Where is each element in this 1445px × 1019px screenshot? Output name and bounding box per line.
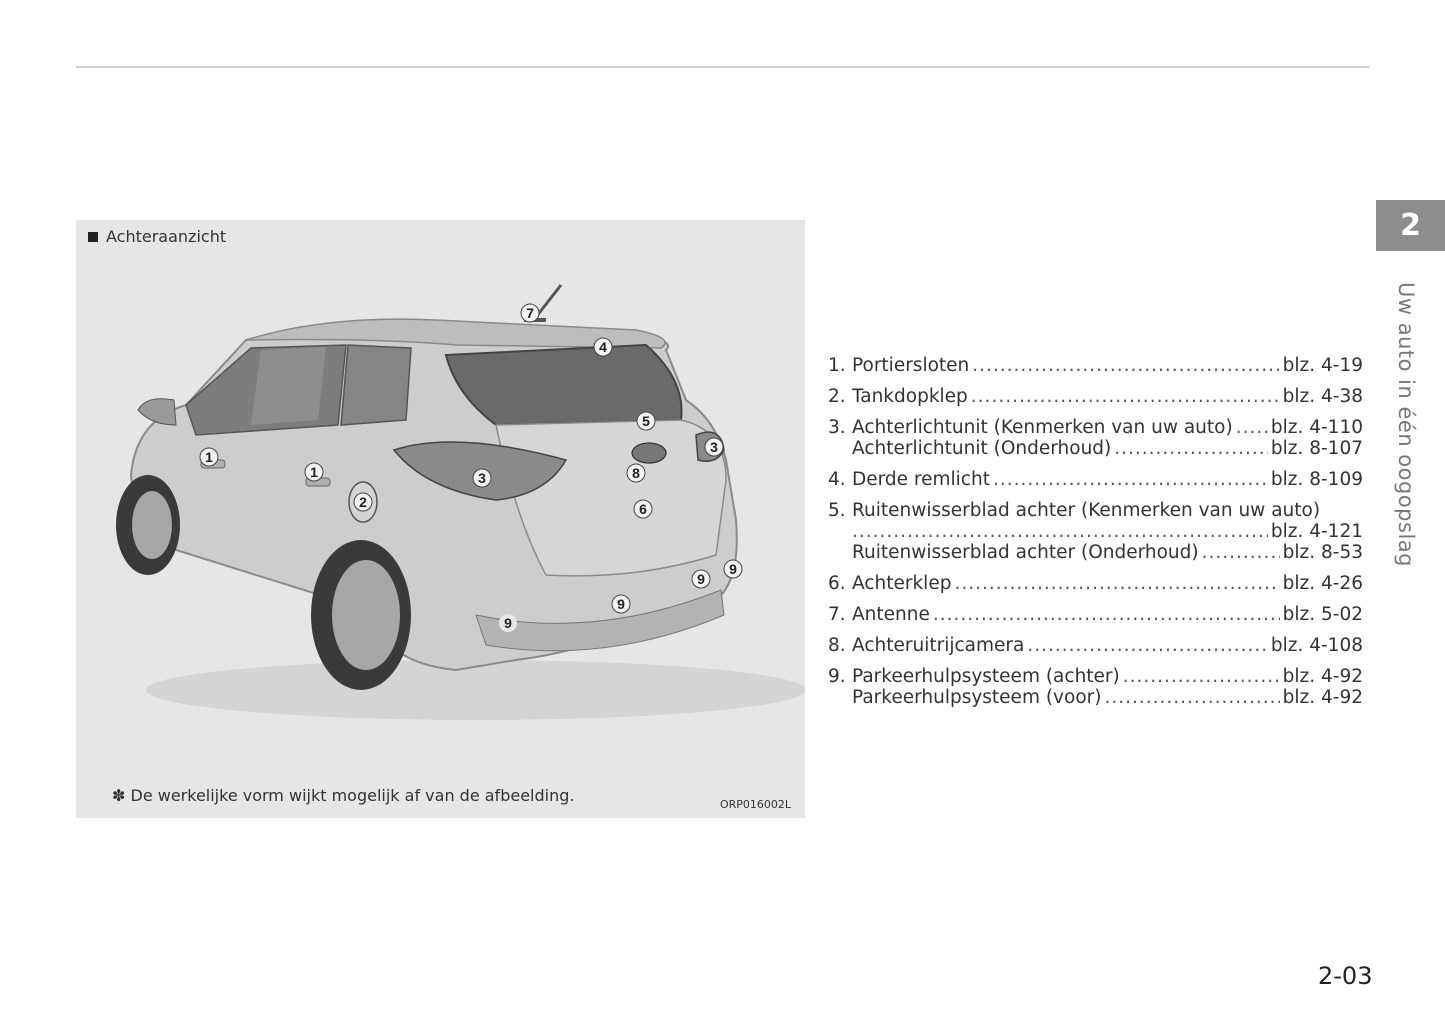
list-item: 5. Ruitenwisserblad achter (Kenmerken van uw auto) ..... blz. 4-121 Ruitenwisserblad achter (Onderhoud) ..... blz. 8-53 bbox=[828, 500, 1363, 563]
svg-text:3: 3 bbox=[478, 470, 486, 486]
svg-text:9: 9 bbox=[697, 571, 705, 587]
svg-text:7: 7 bbox=[526, 305, 534, 321]
callout-7 bbox=[521, 304, 539, 322]
svg-text:8: 8 bbox=[632, 465, 640, 481]
callout-3b bbox=[705, 438, 723, 456]
svg-text:4: 4 bbox=[599, 339, 607, 355]
callout-9d bbox=[499, 614, 517, 632]
svg-text:2: 2 bbox=[359, 494, 367, 510]
component-list bbox=[828, 355, 1363, 718]
callout-6 bbox=[634, 500, 652, 518]
list-item: 2. Tankdopklep ..... blz. 4-38 bbox=[828, 386, 1363, 407]
callout-8 bbox=[627, 464, 645, 482]
figure-code: ORP016002L bbox=[719, 798, 791, 811]
callout-9a bbox=[692, 570, 710, 588]
svg-text:1: 1 bbox=[205, 449, 213, 465]
svg-text:9: 9 bbox=[617, 596, 625, 612]
car-rear-illustration bbox=[76, 220, 805, 780]
top-rule bbox=[76, 66, 1369, 68]
svg-text:5: 5 bbox=[642, 413, 650, 429]
rear-view-figure bbox=[76, 220, 805, 818]
callout-1a bbox=[200, 448, 218, 466]
svg-text:1: 1 bbox=[310, 464, 318, 480]
chapter-tab: 2 bbox=[1376, 200, 1445, 251]
list-item: 7. Antenne ..... blz. 5-02 bbox=[828, 604, 1363, 625]
svg-text:6: 6 bbox=[639, 501, 647, 517]
list-item: 6. Achterklep ..... blz. 4-26 bbox=[828, 573, 1363, 594]
chapter-side-title: Uw auto in één oogopslag bbox=[1394, 282, 1418, 567]
callout-1b bbox=[305, 463, 323, 481]
list-item: 3. Achterlichtunit (Kenmerken van uw auto) ..... blz. 4-110 Achterlichtunit (Onderhoud) ..... blz. 8-107 bbox=[828, 417, 1363, 459]
page-number: 2-03 bbox=[1318, 962, 1373, 990]
callout-4 bbox=[594, 338, 612, 356]
figure-note: ✽ De werkelijke vorm wijkt mogelijk af van de afbeelding. bbox=[112, 786, 575, 805]
callout-9b bbox=[724, 560, 742, 578]
svg-text:9: 9 bbox=[729, 561, 737, 577]
list-item: 9. Parkeerhulpsysteem (achter) ..... blz. 4-92 Parkeerhulpsysteem (voor) ..... blz. 4-92 bbox=[828, 666, 1363, 708]
callout-3a bbox=[473, 469, 491, 487]
list-item: 4. Derde remlicht ..... blz. 8-109 bbox=[828, 469, 1363, 490]
svg-text:3: 3 bbox=[710, 439, 718, 455]
callout-9c bbox=[612, 595, 630, 613]
callout-5 bbox=[637, 412, 655, 430]
callout-2 bbox=[354, 493, 372, 511]
list-item: 8. Achteruitrijcamera ..... blz. 4-108 bbox=[828, 635, 1363, 656]
figure-title: Achteraanzicht bbox=[88, 227, 226, 246]
list-item: 1. Portiersloten ..... blz. 4-19 bbox=[828, 355, 1363, 376]
svg-text:9: 9 bbox=[504, 615, 512, 631]
